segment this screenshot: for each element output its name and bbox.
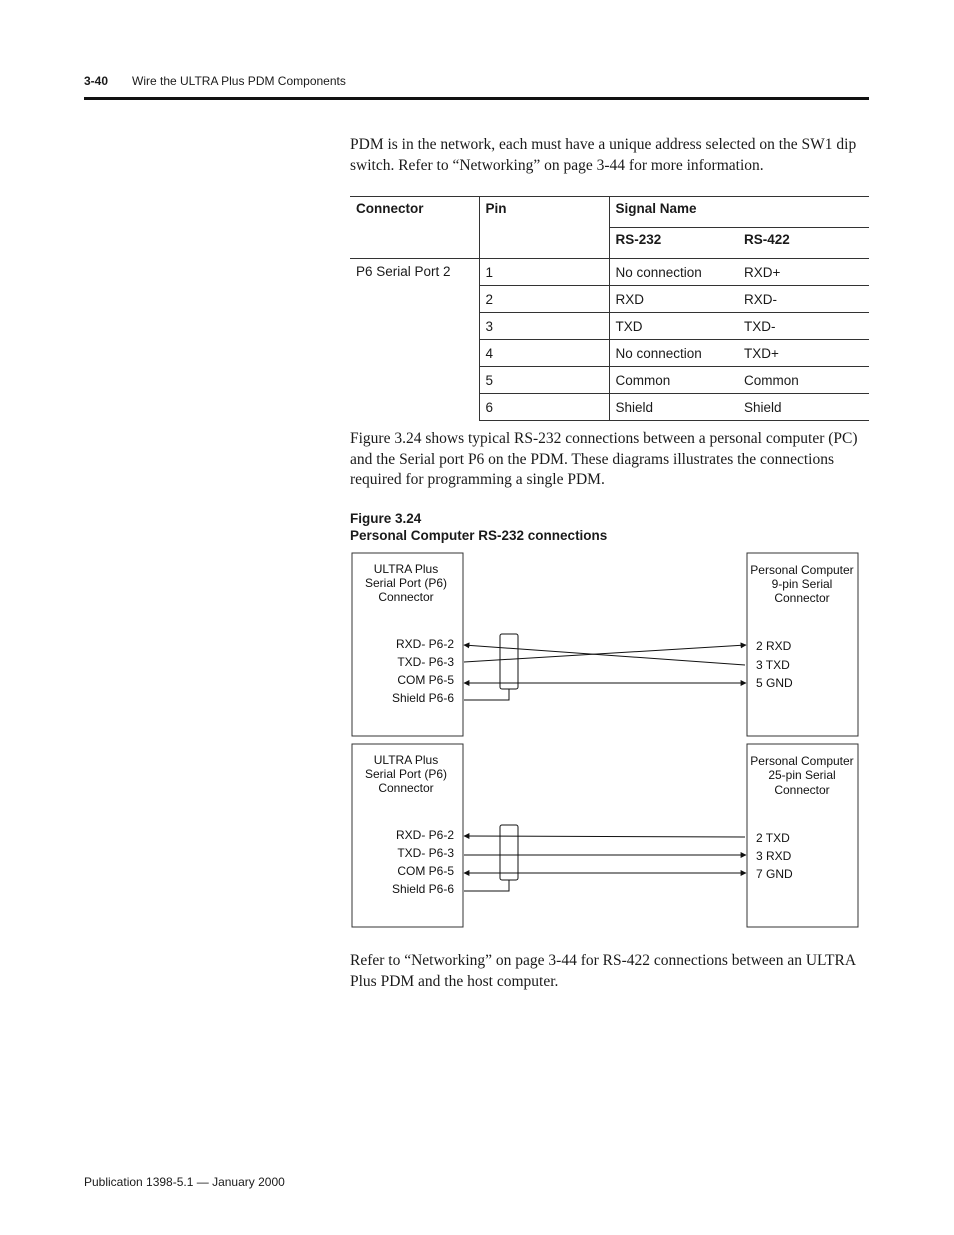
wire-txd-to-rxd [464,836,745,837]
closing-paragraph: Refer to “Networking” on page 3-44 for RS-422 connections between an ULTRA Plus PDM and the host computer. [350,952,856,990]
pdm-pin-label: COM P6-5 [397,864,454,878]
rs422-cell: TXD- [738,313,869,340]
rs232-cell: TXD [609,313,738,340]
connector-cell: P6 Serial Port 2 [350,259,479,421]
shield-icon [500,634,518,689]
header-signal-name: Signal Name [609,197,869,228]
rs232-cell: No connection [609,340,738,367]
pc-title-line: 25-pin Serial [768,768,836,782]
pdm-title-line: Connector [378,781,434,795]
pdm-pin-label: Shield P6-6 [391,691,454,705]
rs232-cell: Common [609,367,738,394]
pc-pin-label: 3 TXD [756,658,790,672]
pdm-title-line: Serial Port (P6) [364,576,448,590]
wiring-diagram [340,545,870,935]
rs422-cell: RXD- [738,286,869,313]
diagram-9pin [352,553,858,736]
pc-title-line: Personal Computer [750,563,854,577]
pin-cell: 3 [479,313,609,340]
table-row [350,259,869,286]
page-header [84,74,346,88]
pdm-pin-label: TXD- P6-3 [397,655,454,669]
pc-pin-label: 2 TXD [756,831,790,845]
intro-paragraph: PDM is in the network, each must have a unique address selected on the SW1 dip switch. Refer to “Networking” on page 3-44 for more information. [350,136,857,174]
rs232-cell: RXD [609,286,738,313]
signal-table [350,196,869,421]
pc-title-line: Connector [774,783,830,797]
shield-icon [500,825,518,880]
pdm-pin-label: RXD- P6-2 [395,828,454,842]
pc-pin-label: 3 RXD [756,849,792,863]
table-header-row [350,197,869,228]
page-number: 3-40 [84,74,109,88]
pdm-pin-label: Shield P6-6 [391,882,454,896]
pdm-pin-label: RXD- P6-2 [395,637,454,651]
header-pin: Pin [479,197,609,259]
pin-cell: 5 [479,367,609,394]
pdm-title-line: ULTRA Plus [373,753,439,767]
wire-shield-drain [464,689,509,700]
rs232-cell: No connection [609,259,738,286]
figure-caption [350,510,607,544]
rs232-cell: Shield [609,394,738,421]
pc-pin-label: 2 RXD [756,639,792,653]
pdm-title-line: Serial Port (P6) [364,767,448,781]
header-rule [84,97,869,100]
pc-title-line: 9-pin Serial [771,577,833,591]
rs422-cell: TXD+ [738,340,869,367]
pdm-pin-label: TXD- P6-3 [397,846,454,860]
pin-cell: 6 [479,394,609,421]
pin-cell: 2 [479,286,609,313]
pin-cell: 1 [479,259,609,286]
pdm-title-line: ULTRA Plus [373,562,439,576]
rs422-cell: Shield [738,394,869,421]
pdm-title-line: Connector [378,590,434,604]
rs422-cell: Common [738,367,869,394]
footer-publication: Publication 1398-5.1 — January 2000 [84,1175,285,1189]
pin-cell: 4 [479,340,609,367]
header-rs422: RS-422 [738,228,869,259]
figure-title: Personal Computer RS-232 connections [350,528,608,543]
rs422-cell: RXD+ [738,259,869,286]
section-title: Wire the ULTRA Plus PDM Components [132,74,346,88]
figure-intro-paragraph: Figure 3.24 shows typical RS-232 connections between a personal computer (PC) and the Serial port P6 on the PDM. These diagrams illustrates the connections required for programming a single PDM. [350,430,858,488]
pc-title-line: Personal Computer [750,754,854,768]
pc-pin-label: 7 GND [756,867,793,881]
header-rs232: RS-232 [609,228,738,259]
diagram-25pin [352,744,858,927]
wire-shield-drain [464,880,509,891]
figure-number: Figure 3.24 [350,511,422,526]
header-connector: Connector [350,197,479,259]
pdm-pin-label: COM P6-5 [397,673,454,687]
pc-title-line: Connector [774,591,830,605]
pc-pin-label: 5 GND [756,676,793,690]
